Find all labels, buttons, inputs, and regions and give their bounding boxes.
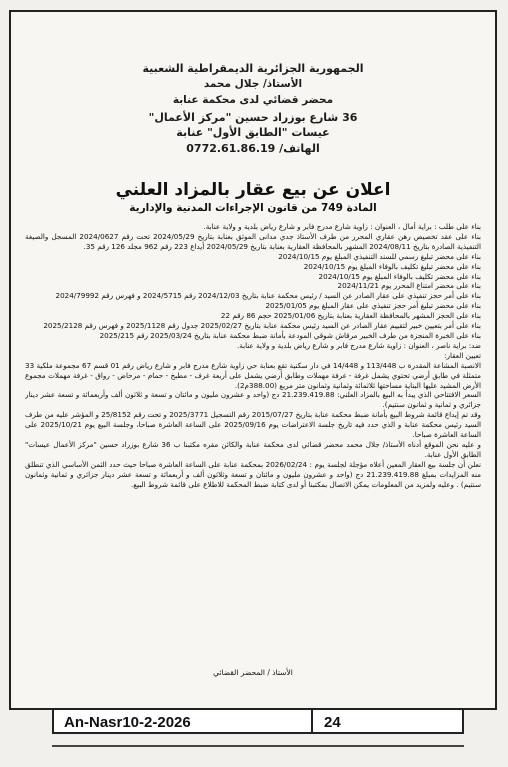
legal-notice-box — [9, 10, 497, 710]
header-address: 36 شارع بوزراد حسين "مركز الأعمال" — [148, 111, 358, 124]
paragraph: ضد: براية ناصر ، العنوان : زاوية شارع مدرج فابر و شارع رياض بلدية و ولاية عنابة. — [236, 340, 481, 350]
paragraph: بناء على محضر تبليغ أمر حجز تنفيذي على عقار المبلغ يوم 2025/01/05 — [265, 301, 481, 311]
header-lawyer-name: الأستاذ/ جلال محمد — [203, 78, 303, 90]
paragraph: بناء على الخبرة المنجزة من طرف الخبير مرقاش شوقي المودعة بأمانة ضبط محكمة عنابة بتاريخ 2025/03/24 رقم 2025/215 — [99, 330, 481, 340]
header-role: محضر قضائي لدى محكمة عنابة — [172, 94, 334, 106]
newspaper-name-date: An-Nasr10-2-2026 — [64, 714, 191, 731]
paragraph: بناء على الحجز المشهر بالمحافظة العقارية بعنابة بتاريخ 2025/01/06 حجم 86 رقم 22 — [220, 311, 481, 321]
paragraph: الانصبة المشاعة المقدرة ب 113/448 و 14/448 في دار سكنية تقع بعنابة حي زاوية شارع مدرج فابر و شارع رياض رقم 01 قسم 67 مجموعة ملكية 33 متمثلة في طابق أرضي تحتوي يشمل غرفة - غرفة مهملات وطابق أرضي يشمل على أربعة غرف - مطبخ - حمام - مرحاض - رواق - غرفة مهملات مجموع الأرض المشيد عليها البناية مساحتها ثلاثمائة وثمانية وثمانون متر مربع (388.00م2). — [25, 360, 481, 390]
header-address-2: عيسات "الطابق الأول" عنابة — [176, 126, 330, 139]
signature-text: الأستاذ / المحضر القضائي — [213, 668, 293, 677]
paragraph: وقد تم إيداع قائمة شروط البيع بأمانة ضبط محكمة عنابة بتاريخ 2015/07/27 رقم التسجيل 2025/3771 و تحت رقم 25/8152 و المؤشر عليه من طرف السيد رئيس محكمة عنابة و الذي حدد فيه تاريخ جلسة الاعتراضات يوم 2025/09/16 على الساعة العاشرة صباحا، وجلسة البيع يوم 2025/10/21 على الساعة العاشرة صباحا. — [25, 410, 481, 440]
paragraph: و عليه نحن الموقع أدناه الأستاذ/ جلال محمد محضر قضائي لدى محكمة عنابة والكائن مقره مكتبنا ب 36 شارع بوزراد حسين "مركز الأعمال عيسات" الطابق الأول عنابة. — [25, 439, 481, 459]
paragraph: بناء على محضر امتناع المحرر يوم 2024/11/21 — [337, 281, 481, 291]
notice-subtitle: المادة 749 من قانون الإجراءات المدنية والإدارية — [129, 202, 377, 214]
paragraph: السعر الافتتاحي الذي يبدأ به البيع بالمزاد العلني: 21.239.419.88 دج (واحد و عشرون مليون و مائتان و تسعة و ثلاثون ألف وأربعمائة و تسعة عشر دينار جزائري و ثمانية و ثمانون سنتيم). — [25, 390, 481, 410]
paragraph: تعيين العقار: — [444, 350, 481, 360]
header-phone: الهاتف/ 0772.61.86.19 — [186, 142, 320, 155]
paragraph: بناء على عقد تخصيص رهن عقاري المحرر من طرف الأستاذ جدي مدانى الموثق بعنابة بتاريخ 2024/05/29 تحت رقم 2024/0627 المسجل والصيغة التنفيذية الصادرة بتاريخ 2024/08/11 المشهر بالمحافظة العقارية بعنابة بتاريخ 2024/05/29 أيداع 223 رقم 962 مجلد 126 رقم 35. — [25, 231, 481, 251]
page-number: 24 — [324, 714, 341, 731]
notice-title: اعلان عن بيع عقار بالمزاد العلني — [115, 180, 391, 200]
page-footer — [52, 708, 464, 734]
paragraph: بناء على محضر تبليغ تكليف بالوفاء المبلغ يوم 2024/10/15 — [303, 261, 481, 271]
notice-body — [25, 222, 481, 667]
paragraph: نعلن أن جلسة بيع العقار المعين أعلاه مؤجلة لجلسة يوم : 2026/02/24 بمحكمة عنابة على الساعة العاشرة صباحا حيث حدد الثمن الأساسي الذي تنطلق منه المزايدات بمبلغ 21.239.419.88 دج (واحد و عشرون مليون و مائتان و تسعة وثلاثون ألف و أربعمائة و تسعة عشر دينار جزائري و ثمانية وثمانون سنتيم) . وعليه ولمزيد من المعلومات يمكن الاتصال بمكتبنا أو لدى كتابة ضبط المحكمة للاطلاع على قائمة شروط البيع. — [25, 459, 481, 489]
signature-line — [11, 668, 495, 677]
paragraph: بناء على أمر بتعيين خبير لتقييم عقار الصادر عن السيد رئيس محكمة عنابة بتاريخ 2025/02/27 جدول رقم 2025/1128 و فهرس رقم 2025/2128 — [43, 321, 481, 331]
paragraph: بناء على أمر حجز تنفيذي على عقار الصادر عن السيد / رئيس محكمة عنابة بتاريخ 2024/12/03 رقم 2024/5715 و فهرس رقم 2024/79992 — [55, 291, 481, 301]
footer-divider — [311, 710, 313, 732]
paragraph: بناء على محضر تبليغ رسمي للسند التنفيذي المبلغ يوم 2024/10/15 — [278, 251, 481, 261]
paragraph: بناء على طلب : براية أمال ، العنوان : زاوية شارع مدرج فابر و شارع رياض بلدية و ولاية عنابة. — [203, 222, 481, 231]
paragraph: بناء على محضر تكليف بالوفاء المبلغ يوم 2024/10/15 — [318, 271, 481, 281]
header-republic: الجمهورية الجزائرية الديمقراطية الشعبية — [142, 62, 364, 75]
bottom-divider — [52, 745, 464, 747]
